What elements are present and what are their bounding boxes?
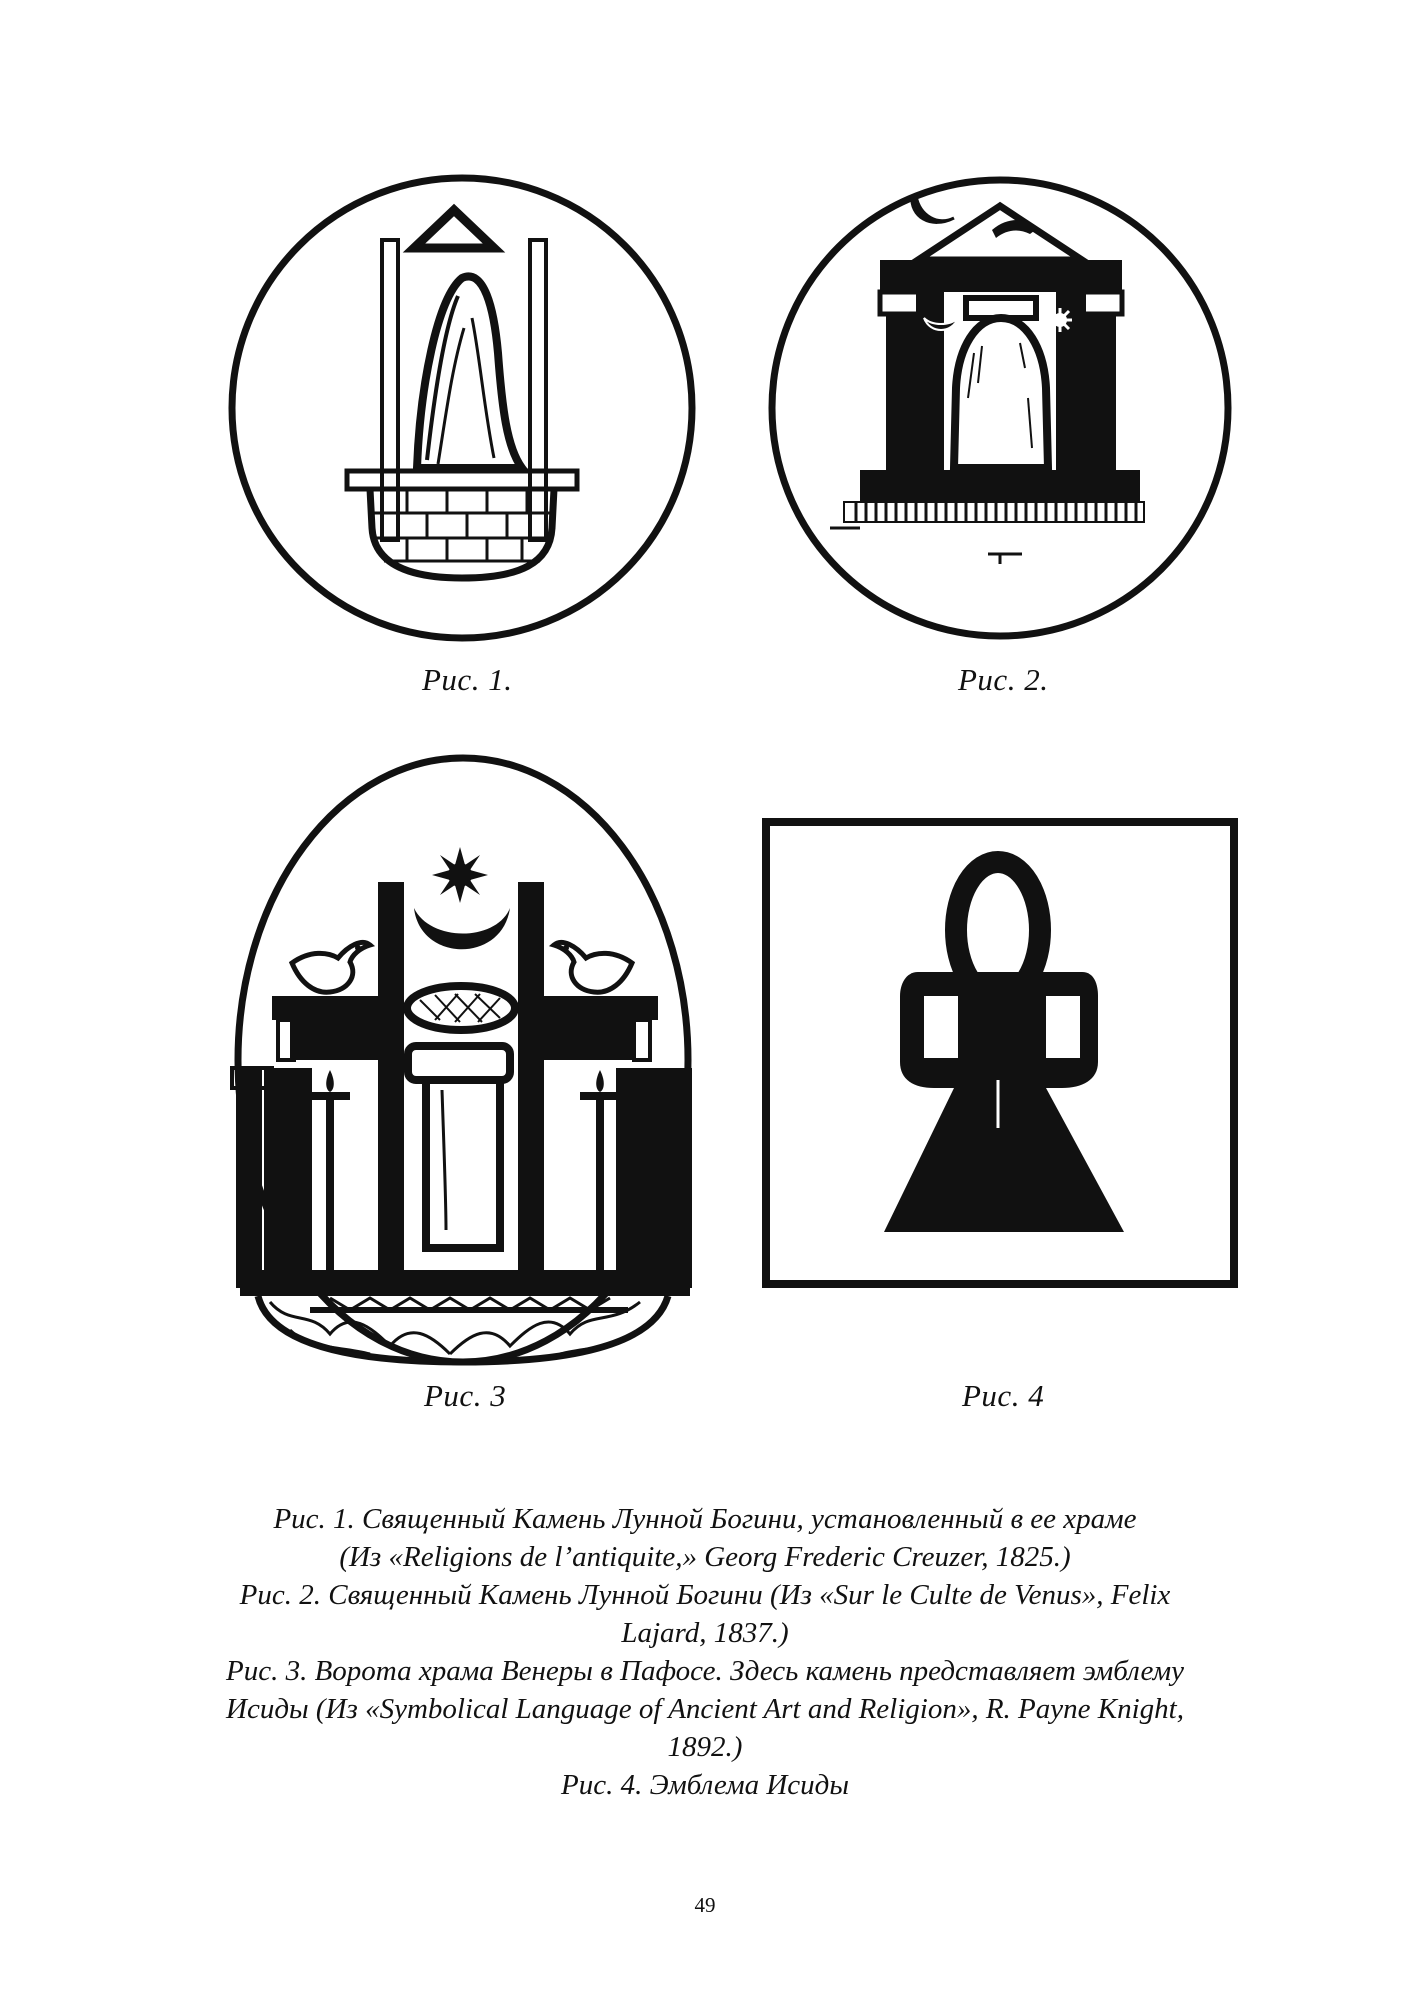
caption-line: Lajard, 1837.) [621, 1617, 789, 1649]
figure-2 [760, 168, 1240, 648]
dove-icon [292, 942, 370, 992]
figure-3 [230, 750, 700, 1370]
figure-3-label: Рис. 3 [424, 1378, 507, 1413]
paphos-temple-gate-icon [230, 750, 700, 1370]
dove-icon [554, 942, 632, 992]
caption-line: (Из «Religions de l’antiquite,» Georg Frederic Creuzer, 1825.) [339, 1541, 1071, 1573]
star-icon [1048, 308, 1072, 332]
page-number: 49 [694, 1893, 716, 1917]
caption-line: 1892.) [667, 1731, 743, 1763]
star-icon [432, 847, 488, 903]
figure-4-label: Рис. 4 [962, 1378, 1045, 1413]
caption-line: Исиды (Из «Symbolical Language of Ancient Art and Religion», R. Payne Knight, [226, 1693, 1184, 1725]
caption-line: Рис. 4. Эмблема Исиды [561, 1769, 849, 1801]
caption-line: Рис. 1. Священный Камень Лунной Богини, установленный в ее храме [273, 1503, 1137, 1535]
figure-1-label: Рис. 1. [422, 662, 513, 697]
figure-2-label: Рис. 2. [958, 662, 1049, 697]
isis-emblem-icon [762, 818, 1238, 1288]
sacred-stone-pillars-icon [222, 168, 702, 648]
temple-stone-icon [760, 168, 1240, 648]
caption-line: Рис. 2. Священный Камень Лунной Богини (Из «Sur le Culte de Venus», Felix [239, 1579, 1171, 1611]
figure-4 [762, 818, 1238, 1288]
caption-line: Рис. 3. Ворота храма Венеры в Пафосе. Здесь камень представляет эмблему [225, 1655, 1185, 1687]
caption-block [150, 1500, 1260, 1804]
figure-1 [222, 168, 702, 648]
